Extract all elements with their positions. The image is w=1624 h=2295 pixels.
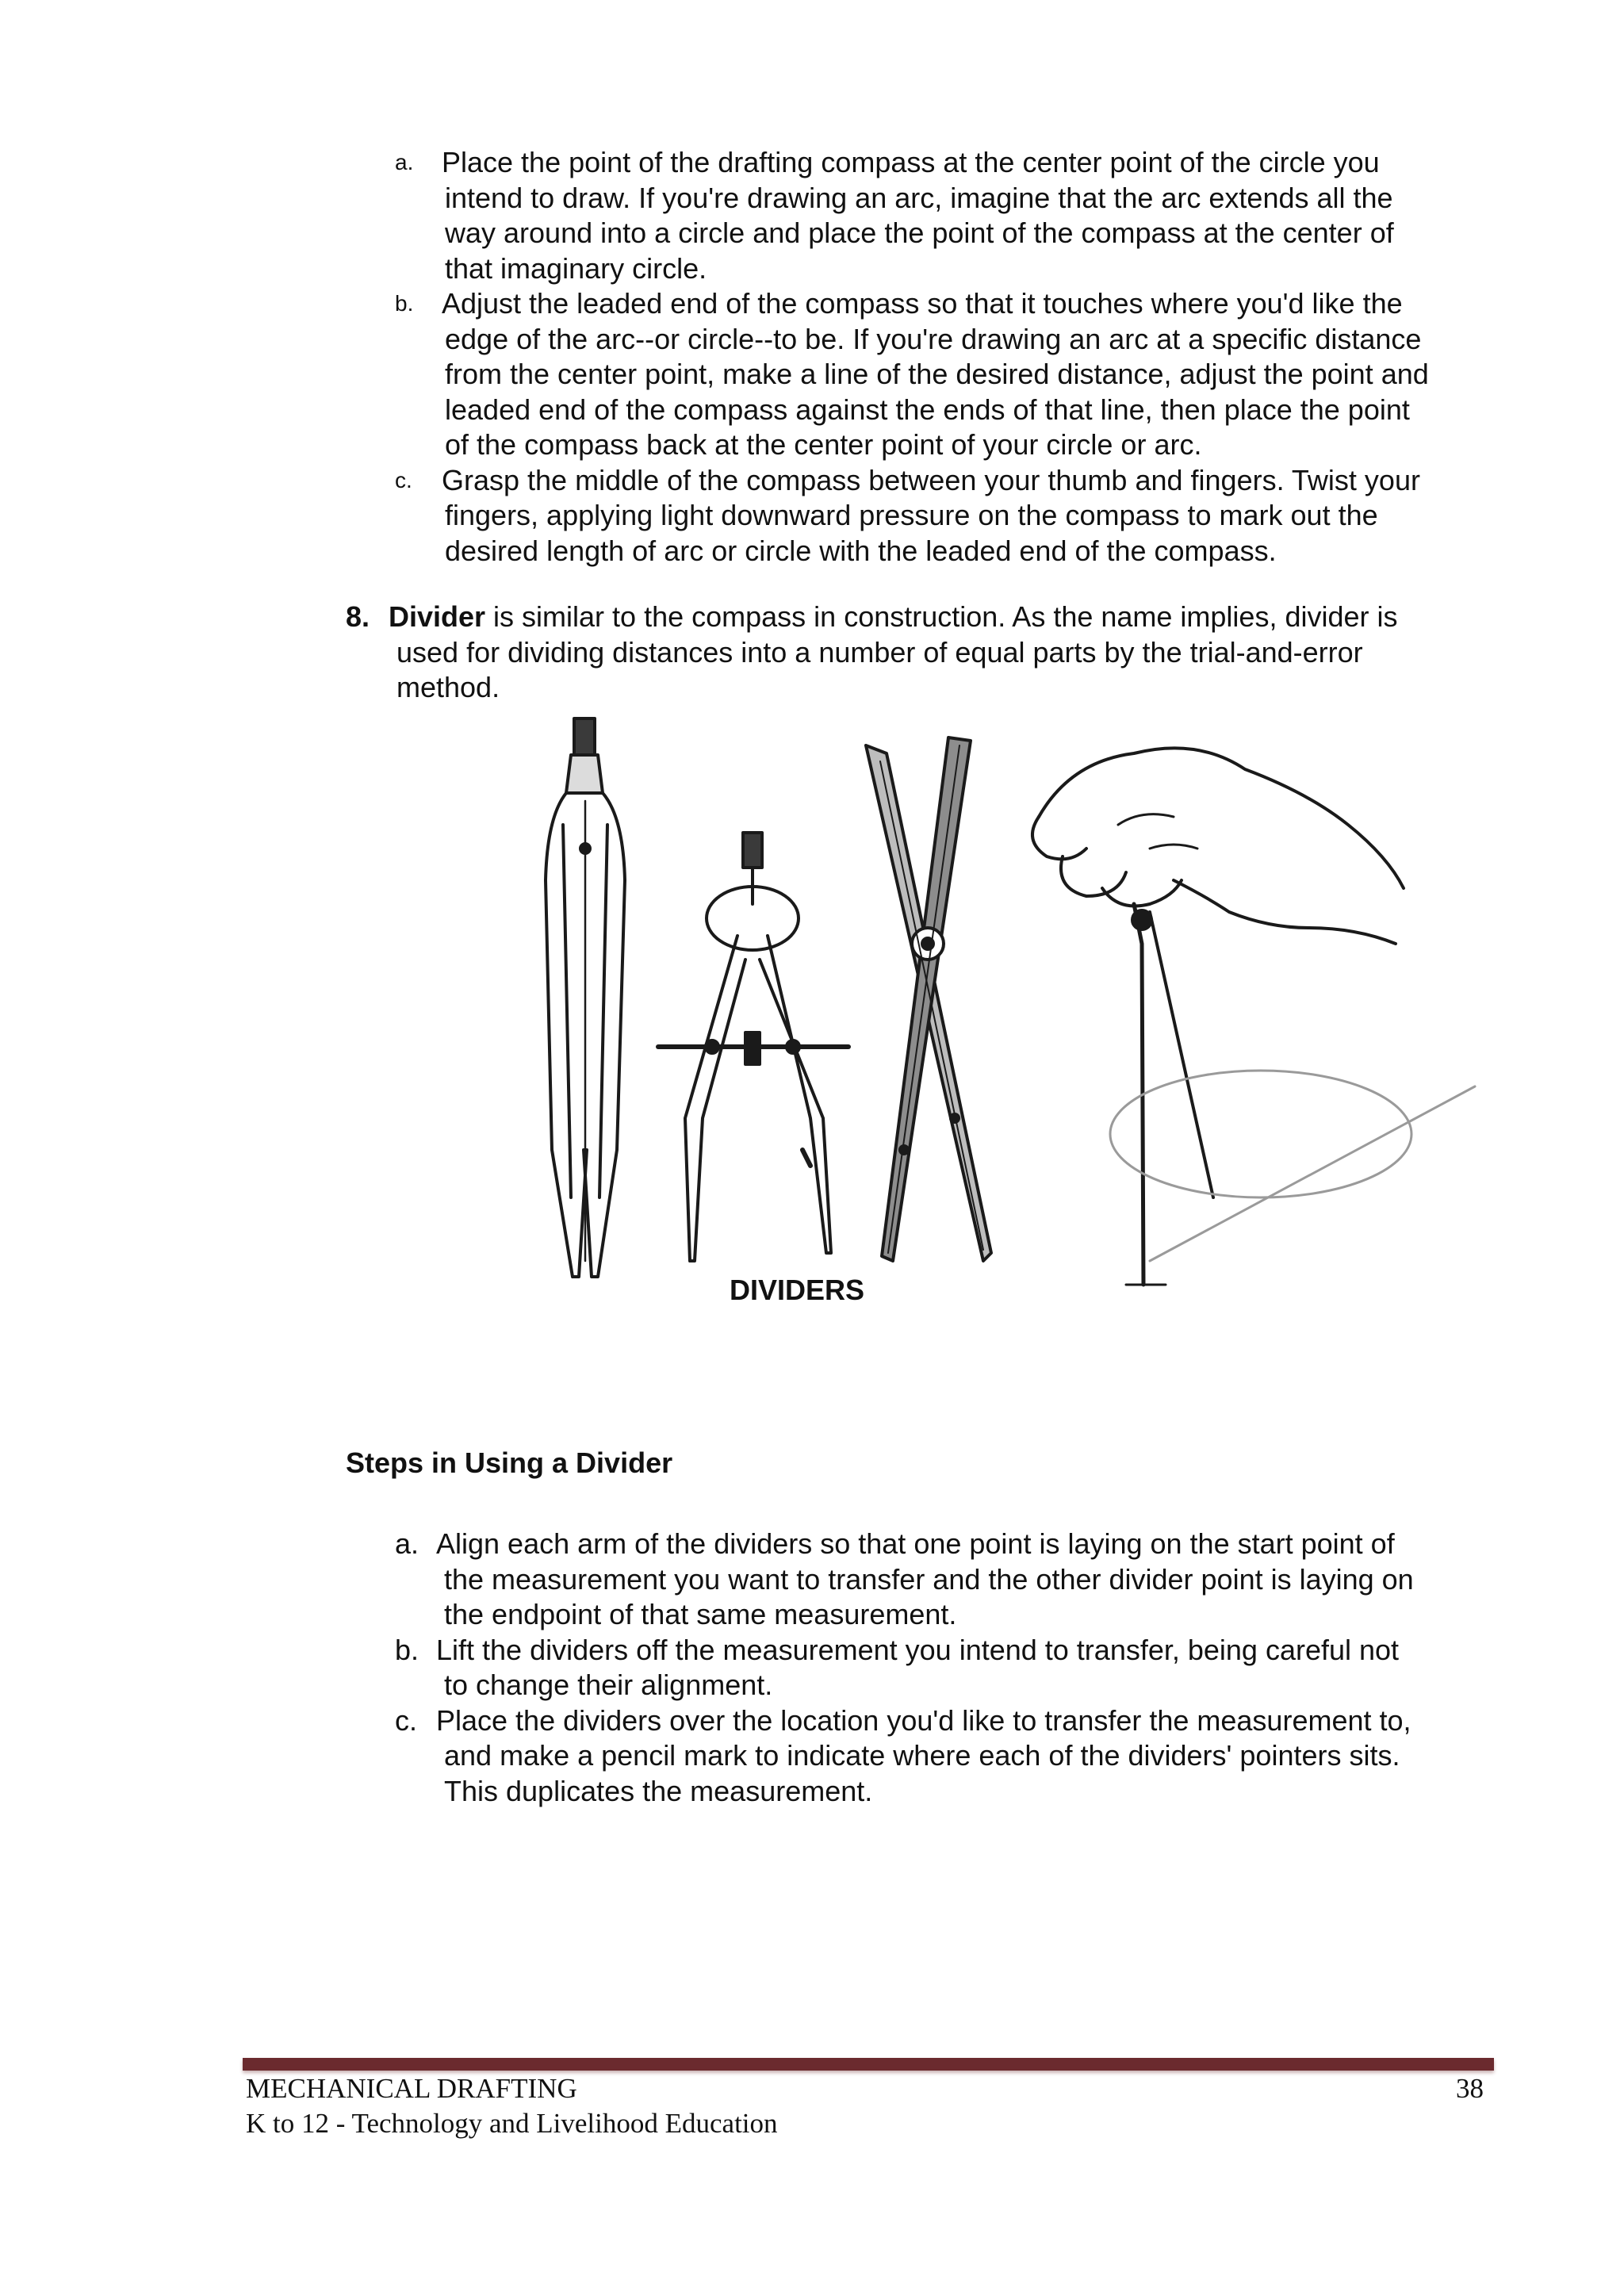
definition-text: used for dividing distances into a number of equal parts by the trial-and-error bbox=[396, 635, 1363, 669]
list-item-text: Align each arm of the dividers so that one point is laying on the start point of bbox=[436, 1527, 1395, 1560]
list-marker: b. bbox=[395, 291, 414, 316]
footer-subtitle: K to 12 - Technology and Livelihood Education bbox=[246, 2108, 778, 2139]
hand-using-divider-icon bbox=[1032, 748, 1475, 1285]
list-marker: c. bbox=[395, 467, 412, 492]
list-item bbox=[395, 145, 1489, 286]
list-item-text: that imaginary circle. bbox=[445, 251, 707, 285]
list-item-text: and make a pencil mark to indicate where each of the dividers' pointers sits. bbox=[444, 1739, 1400, 1772]
bow-divider-icon bbox=[658, 833, 848, 1261]
list-item-text: the endpoint of that same measurement. bbox=[444, 1598, 957, 1630]
list-item-text: Lift the dividers off the measurement you intend to transfer, being careful not bbox=[436, 1633, 1400, 1666]
term: Divider bbox=[389, 600, 486, 633]
list-item-text: Grasp the middle of the compass between your thumb and fingers. Twist your bbox=[442, 463, 1420, 496]
list-item-text: Place the point of the drafting compass at the center point of the circle you bbox=[442, 146, 1380, 178]
list-marker: b. bbox=[395, 1633, 419, 1666]
list-item-text: This duplicates the measurement. bbox=[444, 1774, 873, 1807]
list-item-text: leaded end of the compass against the ends of that line, then place the point bbox=[445, 393, 1410, 426]
compass-steps-list bbox=[395, 145, 1489, 569]
list-item-text: fingers, applying light downward pressure on the compass to mark out the bbox=[445, 499, 1378, 531]
list-item-text: from the center point, make a line of the desired distance, adjust the point and bbox=[445, 358, 1429, 390]
list-item bbox=[395, 463, 1489, 569]
footer-rule bbox=[243, 2058, 1494, 2071]
list-item bbox=[395, 1633, 1489, 1703]
dividers-illustration bbox=[515, 706, 1491, 1308]
list-item bbox=[395, 1527, 1489, 1633]
item-number: 8. bbox=[346, 600, 370, 633]
list-item-text: Place the dividers over the location you'd like to transfer the measurement to, bbox=[436, 1703, 1411, 1737]
list-item-text: to change their alignment. bbox=[444, 1669, 773, 1701]
closed-divider-icon bbox=[546, 718, 625, 1277]
list-item-text: edge of the arc--or circle--to be. If you're drawing an arc at a specific distance bbox=[445, 322, 1422, 355]
divider-steps-list bbox=[395, 1527, 1489, 1809]
list-marker: c. bbox=[395, 1703, 418, 1737]
page-number: 38 bbox=[1456, 2073, 1484, 2104]
proportional-divider-icon bbox=[866, 738, 991, 1261]
list-item-text: Adjust the leaded end of the compass so that it touches where you'd like the bbox=[442, 287, 1403, 320]
footer-title: MECHANICAL DRAFTING bbox=[246, 2073, 577, 2104]
definition-text: is similar to the compass in construction. As the name implies, divider is bbox=[485, 600, 1398, 633]
dividers-drawing bbox=[515, 706, 1491, 1308]
list-item-text: intend to draw. If you're drawing an arc, imagine that the arc extends all the bbox=[445, 181, 1393, 214]
section-heading: Steps in Using a Divider bbox=[346, 1446, 673, 1479]
figure-caption: DIVIDERS bbox=[730, 1274, 865, 1306]
list-item-text: way around into a circle and place the point of the compass at the center of bbox=[445, 216, 1394, 249]
divider-definition bbox=[346, 600, 1456, 706]
definition-text: method. bbox=[396, 671, 500, 703]
list-item-text: desired length of arc or circle with the leaded end of the compass. bbox=[445, 534, 1277, 567]
list-item-text: of the compass back at the center point of your circle or arc. bbox=[445, 428, 1202, 461]
list-marker: a. bbox=[395, 1527, 419, 1560]
list-marker: a. bbox=[395, 150, 414, 174]
list-item bbox=[395, 1703, 1489, 1810]
list-item bbox=[395, 286, 1489, 463]
list-item-text: the measurement you want to transfer and the other divider point is laying on bbox=[444, 1562, 1414, 1596]
